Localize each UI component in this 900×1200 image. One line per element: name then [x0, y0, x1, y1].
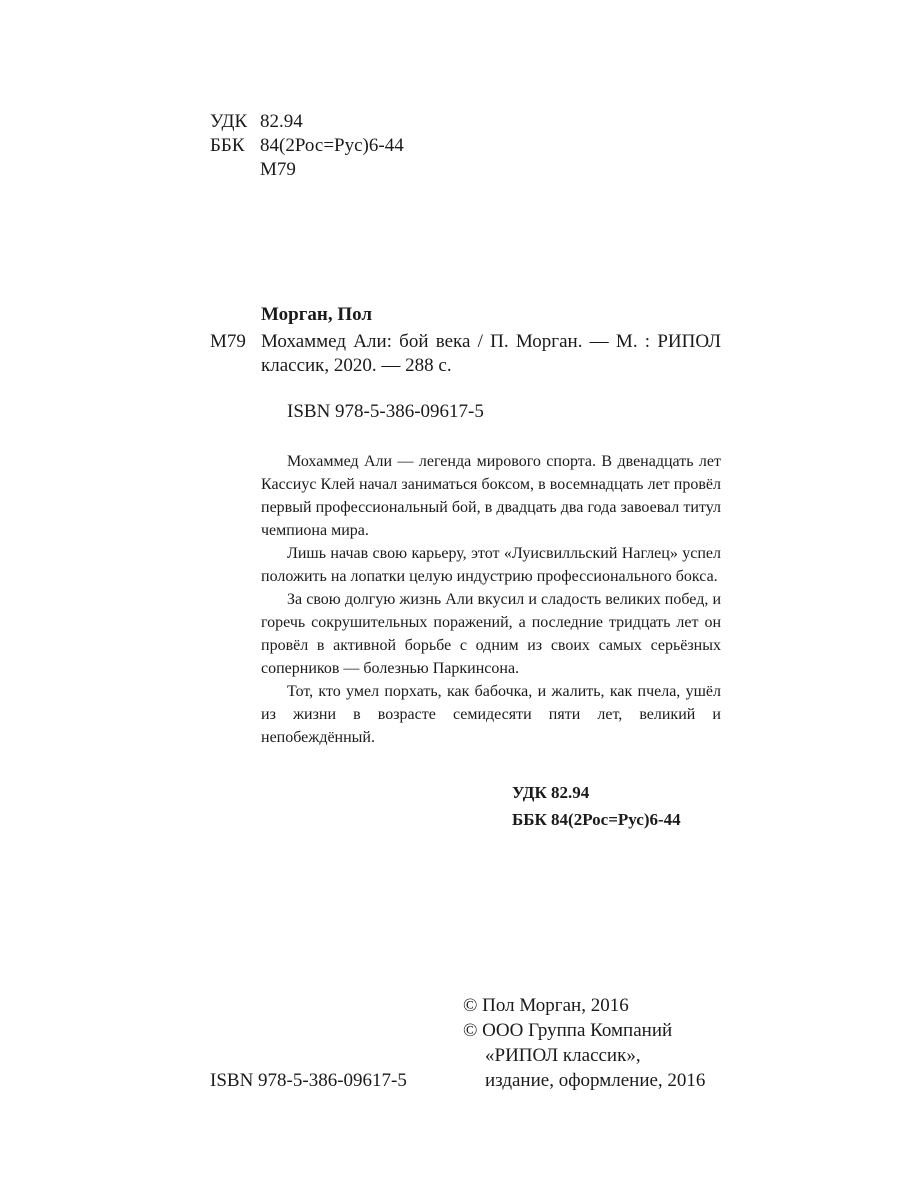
- udk-value: 82.94: [260, 111, 303, 132]
- udk-label: УДК: [210, 111, 248, 132]
- udk-row: [210, 110, 404, 134]
- copyright-block: [463, 993, 705, 1093]
- bbk-bottom: ББК 84(2Рос=Рус)6-44: [512, 810, 681, 829]
- author-heading: Морган, Пол: [261, 304, 373, 325]
- bbk-label: ББК: [210, 135, 245, 156]
- annotation-paragraph: Тот, кто умел порхать, как бабочка, и жалить, как пчела, ушёл из жизни в возрасте семидесяти пяти лет, великий и непобеждённый.: [261, 683, 721, 746]
- side-author-code: М79: [210, 331, 246, 352]
- classification-block: [210, 110, 404, 182]
- annotation-paragraph: Лишь начав свою карьеру, этот «Луисвилльский Наглец» успел положить на лопатки целую индустрию профессионального бокса.: [261, 545, 721, 585]
- bibliographic-description: Мохаммед Али: бой века / П. Морган. — М. : РИПОЛ классик, 2020. — 288 с.: [261, 331, 721, 376]
- author-mark-row: [210, 158, 404, 182]
- copyright-publisher: © ООО Группа Компаний: [463, 1020, 673, 1041]
- codes-bottom: [512, 779, 681, 833]
- annotation-paragraph: Мохаммед Али — легенда мирового спорта. В двенадцать лет Кассиус Клей начал заниматься боксом, в восемнадцать лет провёл первый профессиональный бой, в двадцать два года завоевал титул чемпиона мира.: [261, 453, 721, 539]
- annotation: [261, 450, 721, 749]
- isbn-bottom: ISBN 978-5-386-09617-5: [210, 1070, 407, 1091]
- udk-bottom: УДК 82.94: [512, 783, 590, 802]
- annotation-paragraph: За свою долгую жизнь Али вкусил и сладость великих побед, и горечь сокрушительных поражений, а последние тридцать лет он провёл в активной борьбе с одним из своих самых серьёзных соперников — болезнью Паркинсона.: [261, 591, 721, 677]
- copyright-publisher-name: «РИПОЛ классик»,: [485, 1045, 641, 1066]
- bbk-row: [210, 134, 404, 158]
- isbn-main: ISBN 978-5-386-09617-5: [287, 401, 484, 422]
- bbk-value: 84(2Рос=Рус)6-44: [260, 135, 404, 156]
- copyright-author: © Пол Морган, 2016: [463, 995, 629, 1016]
- author-mark: М79: [260, 159, 296, 180]
- copyright-edition: издание, оформление, 2016: [485, 1070, 706, 1091]
